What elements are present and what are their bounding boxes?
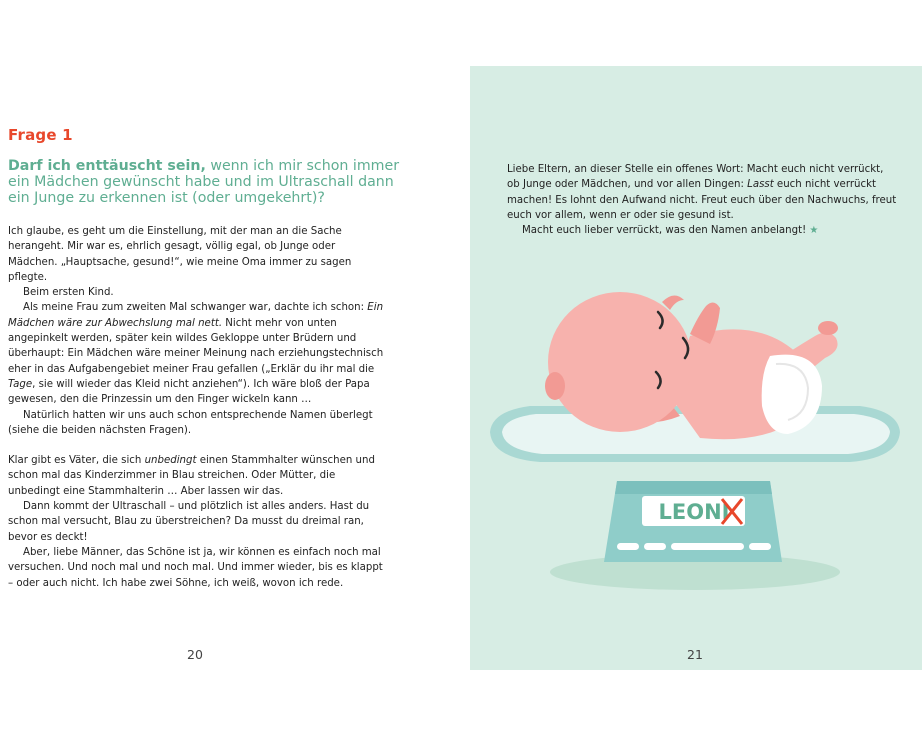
question-heading [8, 158, 400, 206]
scale-bar-2 [644, 543, 666, 550]
scale-name-text: LEONI [658, 500, 730, 524]
paragraph-3-c: , sie will wieder das Kleid nicht anziehen“). Ich wäre bloß der Papa gewesen, den die Prinzessin um den Finger wickeln kann … [8, 378, 370, 406]
paragraph-5-a: Klar gibt es Väter, die sich [8, 455, 145, 467]
scale-bar-1 [617, 543, 639, 550]
answer-text [8, 224, 386, 591]
question-number-heading: Frage 1 [8, 126, 73, 144]
paragraph-7: Aber, liebe Männer, das Schöne ist ja, wir können es einfach noch mal versuchen. Und noch mal und noch mal. Und immer wieder, bis es klappt – oder auch nicht. Ich habe zwei Söhne, ich weiß, wovon ich rede. [8, 546, 383, 589]
paragraph-1: Ich glaube, es geht um die Einstellung, mit der man an die Sache herangeht. Mir war es, ehrlich gesagt, völlig egal, ob Junge oder Mädchen. „Hauptsache, gesund!“, wie meine Oma immer zu sagen pflegte. [8, 226, 352, 283]
paragraph-3-b: Nicht mehr von unten angepinkelt werden, später kein wildes Gekloppe unter Brüdern und überhaupt: Ein Mädchen wäre meiner Meinung nach erziehungstechnisch eher in das Aufgabengebiet meiner Frau gefallen („Erklär du ihr mal die [8, 317, 384, 375]
note-p1-em: Lasst [747, 179, 774, 191]
note-p1-a: Liebe Eltern, an dieser Stelle ein offenes Wort: Macht euch nicht verrückt, ob Junge oder Mädchen, und vor allen Dingen: [507, 164, 884, 191]
paragraph-3 [8, 300, 386, 407]
paragraph-3-em2: Tage [8, 378, 33, 390]
scale-base-shade [615, 481, 772, 494]
paragraph-3-a: Als meine Frau zum zweiten Mal schwanger war, dachte ich schon: [23, 302, 368, 314]
paragraph-2: Beim ersten Kind. [23, 287, 114, 299]
baby-on-scale-illustration [470, 66, 922, 670]
paragraph-5 [8, 453, 386, 499]
scale-bar-4 [749, 543, 771, 550]
right-page [470, 66, 922, 670]
note-p2: Macht euch lieber verrückt, was den Namen anbelangt! [522, 225, 807, 237]
question-rest: wenn ich mir schon immer ein Mädchen gewünscht habe und im Ultraschall dann ein Junge zu erkennen ist (oder umgekehrt)? [8, 158, 400, 206]
star-icon: ★ [809, 225, 819, 237]
paragraph-3-em: Ein Mädchen wäre zur Abwechslung mal nett. [8, 302, 384, 329]
question-bold-part: Darf ich enttäuscht sein, [8, 158, 206, 174]
paragraph-6: Dann kommt der Ultraschall – und plötzlich ist alles anders. Hast du schon mal versucht, Blau zu überstreichen? Da musst du dreimal ran, bevor es deckt! [8, 501, 370, 543]
baby-foot [818, 321, 838, 335]
paragraph-4: Natürlich hatten wir uns auch schon entsprechende Namen überlegt (siehe die beiden nächsten Fragen). [8, 409, 373, 436]
baby-ear [545, 372, 565, 400]
note-p1-b: euch nicht verrückt machen! Es lohnt den Aufwand nicht. Freut euch über den Nachwuchs, freut euch vor allem, wenn er oder sie gesund ist. [507, 179, 897, 221]
page-number-right: 21 [687, 647, 703, 662]
scale-bar-3 [671, 543, 744, 550]
paragraph-5-em: unbedingt [144, 455, 197, 467]
page-number-left: 20 [187, 647, 203, 662]
baby-head [548, 292, 692, 432]
paragraph-5-b: einen Stammhalter wünschen und schon mal das Kinderzimmer in Blau streichen. Oder Mütter, die unbedingt eine Stammhalterin … Aber lassen wir das. [8, 455, 375, 497]
